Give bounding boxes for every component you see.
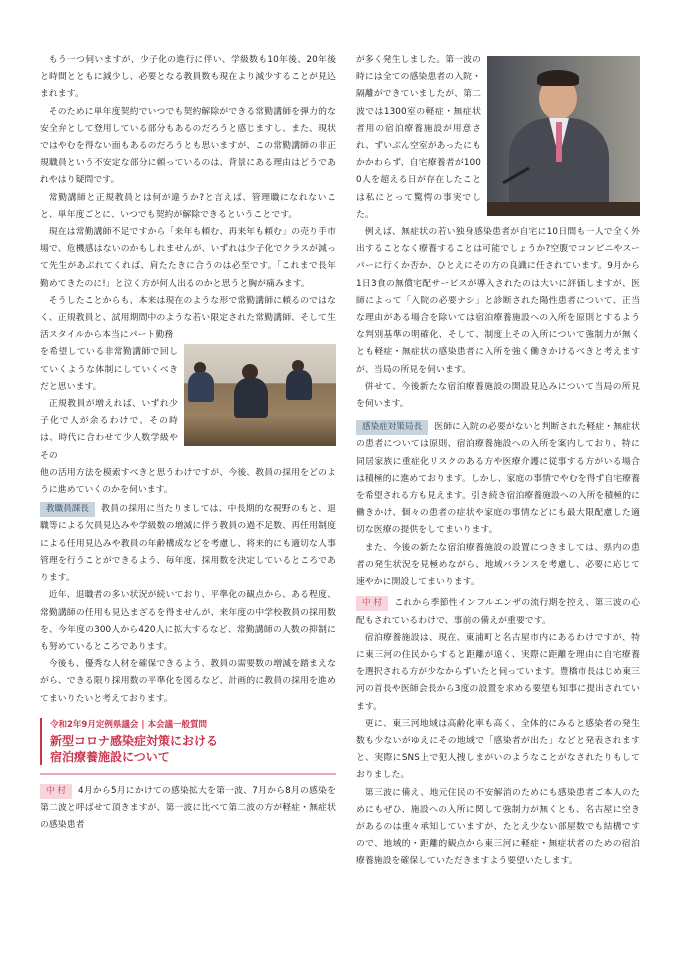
paragraph: そのために単年度契約でいつでも契約解除ができる常勤講師を弾力的な安全弁として登用している部分もあるのだろうと感じますし、また、現状ではやむを得ない面もあるのだろうとも思いますが、この常勤講師の非正規職員という不安定な部分に頼っているのは、背景にある理由はどうであれやはり疑問です。 — [40, 106, 336, 186]
paragraph: 今後も、優秀な人材を確保できるよう、教員の需要数の増減を踏まえながら、できる限り採用数の平準化を図るなど、計画的に教員の採用を進めてまいりたいと考えております。 — [40, 659, 336, 704]
paragraph: 更に、東三河地域は高齢化率も高く、全体的にみると感染者の発生数も少ないがゆえにその地域で「感染者が出た」などと発表されますと、実際にSNS上で犯人捜しまがいのようなことがなされたりもしておりました。 — [356, 718, 640, 781]
answer-paragraph — [40, 501, 336, 587]
section-title-line1: 新型コロナ感染症対策における — [50, 733, 219, 748]
paragraph: 第三波に備え、地元住民の不安解消のためにも感染患者ご本人のためにもぜひ、施設への入所に関して強制力が無くとも、名古屋に空きがあるのは重々承知していますが、たとえ少ない部屋数でも結構ですので、地域的・距離的観点から東三河に軽症・無症状者のための宿泊療養施設を確保していただきますよう要望いたします。 — [356, 787, 640, 867]
speaker-hair — [537, 70, 579, 86]
paragraph: 宿泊療養施設は、現在、東浦町と名古屋市内にあるわけですが、特に東三河の住民からすると距離が遠く、実際に距離を理由に自宅療養を選択される方が少なからずいたと伺っています。豊橋市長はじめ東三河の首長や医師会長から3度の設置を求める要望も知事に提出されています。 — [356, 632, 640, 712]
question-text: これから季節性インフルエンザの流行期を控え、第三波の心配もされているわけで、事前の備えが重要です。 — [356, 598, 640, 626]
speaker-tie — [556, 122, 562, 162]
section-divider — [40, 773, 336, 775]
question-nakamura — [40, 783, 336, 835]
paragraph: が多く発生しました。第一波の時には全ての感染患者の入院・隔離ができていましたが、第二波では1300室の軽症・無症状者用の宿泊療養施設が用意され、ずいぶん空室があったにもかかわらず、自宅療養者が1000人を超える日が存在したことは私にとって驚愕の事実でした。 — [356, 55, 481, 220]
meta-separator: | — [141, 719, 145, 730]
paragraph: また、今後の新たな宿泊療養施設の設置につきましては、県内の患者の発生状況を見極めながら、地域バランスを考慮し、必要に応じて速やかに開設してまいります。 — [356, 542, 640, 588]
right-column — [356, 52, 640, 871]
paragraph: を希望している非常勤講師で回していくような体制にしていくべきだと思います。 — [40, 347, 178, 392]
left-column — [40, 52, 336, 834]
speaker-badge-nakamura: 中 村 — [356, 596, 388, 611]
photo-figure — [234, 378, 268, 418]
assembly-desk-photo — [184, 344, 336, 446]
speaker-badge-kyoin: 教職員課長 — [40, 502, 95, 517]
paragraph: 併せて、今後新たな宿泊療養施設の開設見込みについて当局の所見を伺います。 — [356, 381, 640, 410]
question-paragraph — [356, 595, 640, 629]
paragraph: 正規教員が増えれば、いずれ少子化で人が余るわけで、その時は、時代に合わせて少人数学級やその — [40, 399, 178, 461]
answer-text: 教員の採用に当たりましては、中長期的な視野のもと、退職等による欠員見込みや学級数の増減に伴う教員の過不足数、再任用制度による任用見込みや教員の年齢構成などを考慮し、将来的にも適切な人事管理を行うことができるよう、毎年度、採用数を決定しているところであります。 — [40, 504, 336, 584]
question-text: 4月から5月にかけての感染拡大を第一波、7月から8月の感染を第二波と呼ばせて頂きますが、第一波に比べて第二波の方が軽症・無症状の感染患者 — [40, 785, 336, 831]
answer-kansen — [356, 419, 640, 539]
paragraph: 例えば、無症状の若い独身感染患者が自宅に10日間も一人で全く外出することなく療養することは可能でしょうか?空腹でコンビニやスーパーに行くか否か、ひとえにその方の良識に任されています。9月から1日3食の無償宅配サービスが導入されたのは大いに評価しますが、医師によって「入院の必要ナシ」と診断された陽性患者について、正当な理由がある場合を除いては宿泊療養施設への入所を原則とするような判別基準の明確化、そして、制度上その入所について強制力が無くとも軽症・無症状の感染患者に入所を強く働きかけるべきと考えますが、当局の所見を伺います。 — [356, 227, 640, 375]
question-type: 本会議一般質問 — [147, 719, 207, 730]
question-paragraph — [40, 783, 336, 835]
section-header — [40, 718, 336, 765]
speaker-photo — [487, 56, 640, 216]
paragraph: もう一つ伺いますが、少子化の進行に伴い、学級数も10年後、20年後と時間とともに減少し、必要となる教員数も現在より減少することが見込まれます。 — [40, 55, 336, 100]
answer-paragraph — [356, 419, 640, 539]
podium — [487, 202, 640, 216]
photo-figure — [188, 372, 214, 402]
paragraph: 常勤講師と正規教員とは何が違うか?と言えば、管理職になれないこと、単年度ごとに、いつでも契約が解除できるということです。 — [40, 192, 336, 220]
paragraph: 現在は常勤講師不足ですから「来年も頼む、再来年も頼む」の売り手市場で、危機感はないのかもしれませんが、いずれは少子化でクラスが減って先生があぶれてくれば、肩たたきに合うのは必至です。「これまで長年勤めてきたのに!」と泣く方が何人出るのかと思うと胸が痛みます。 — [40, 227, 336, 289]
photo-wrap-block — [40, 344, 336, 499]
paragraph: 他の活用方法を模索すべきと思うわけですが、今後、教員の採用をどのように進めていくのかを伺います。 — [40, 467, 336, 496]
answer-kyoin — [40, 501, 336, 587]
speaker-badge-kansen: 感染症対策局長 — [356, 420, 428, 435]
section-title-line2: 宿泊療養施設について — [50, 749, 170, 764]
session-name: 令和2年9月定例県議会 — [50, 719, 139, 730]
paragraph: 近年、退職者の多い状況が続いており、平準化の観点から、ある程度、常勤講師の任用も見込まざるを得ませんが、来年度の中学校教員の採用数を、今年度の300人から420人に拡大するなど、常勤講師の人数の抑制にも努めているところであります。 — [40, 590, 336, 652]
answer-text: 医師に入院の必要がないと判断された軽症・無症状の患者については原則、宿泊療養施設への入所を案内しており、特に同居家族に重症化リスクのある方や医療介護に従事する方がいる場合は積極的に進めております。しかし、家庭の事情でやむを得ず自宅療養を希望される方も見えます。引き続き宿泊療養施設への入所を積極的に働きかけ、個々の患者の症状や家庭の事情などにも最大限配慮した適切な医療の提供をしてまいります。 — [356, 422, 640, 536]
question-nakamura-2 — [356, 595, 640, 629]
section-meta — [50, 718, 336, 733]
photo-figure — [286, 370, 312, 400]
speaker-badge-nakamura: 中 村 — [40, 784, 72, 799]
paragraph: そうしたことからも、本来は現在のような形で常勤講師に頼るのではなく、正規教員と、試用期間中のような若い限定された常勤講師、そして生活スタイルから本当にパート勤務 — [40, 295, 336, 341]
